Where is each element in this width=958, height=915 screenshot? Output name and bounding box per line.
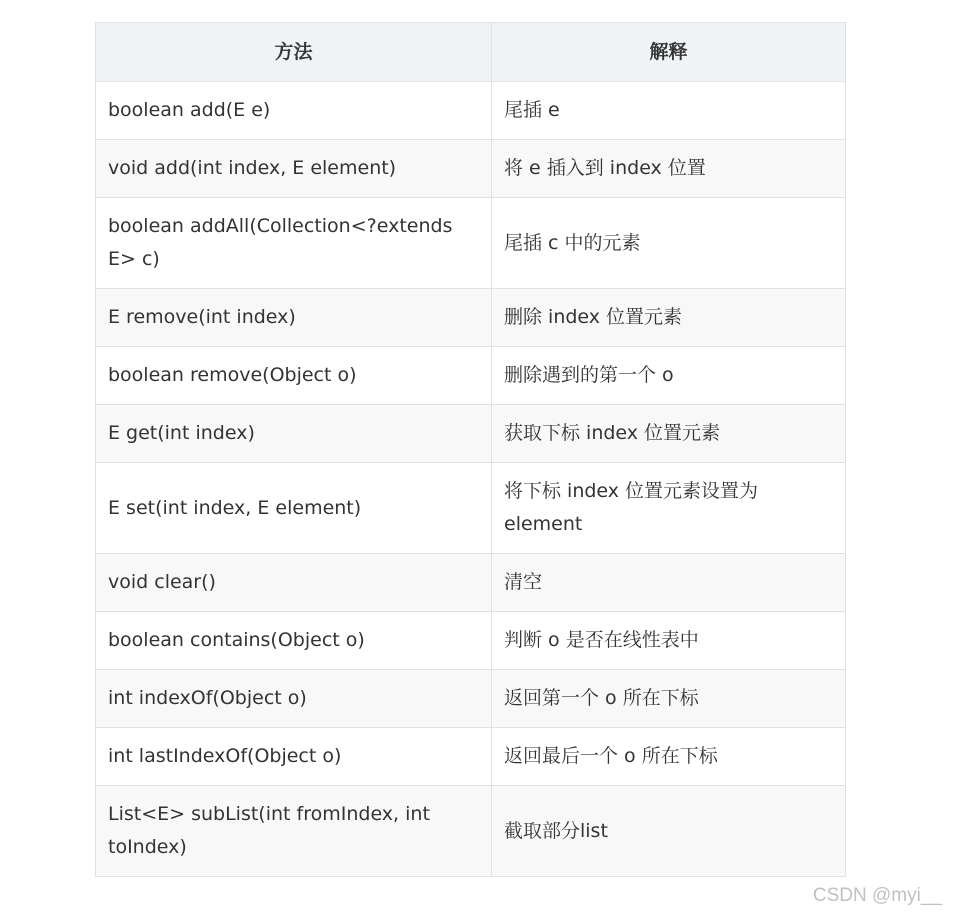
description-cell: 将下标 index 位置元素设置为 element (492, 463, 846, 554)
method-cell: E set(int index, E element) (96, 463, 492, 554)
description-cell: 返回第一个 o 所在下标 (492, 670, 846, 728)
description-cell: 尾插 c 中的元素 (492, 198, 846, 289)
description-cell: 将 e 插入到 index 位置 (492, 140, 846, 198)
table-row (96, 554, 846, 612)
table-row (96, 82, 846, 140)
method-cell: boolean addAll(Collection<?extends E> c) (96, 198, 492, 289)
table-row (96, 140, 846, 198)
table-row (96, 405, 846, 463)
method-cell: void add(int index, E element) (96, 140, 492, 198)
description-cell: 删除 index 位置元素 (492, 289, 846, 347)
table-row (96, 463, 846, 554)
method-cell: List<E> subList(int fromIndex, int toIndex) (96, 786, 492, 877)
description-cell: 清空 (492, 554, 846, 612)
header-description: 解释 (492, 23, 846, 82)
description-cell: 截取部分list (492, 786, 846, 877)
table-row (96, 289, 846, 347)
api-method-table (95, 22, 846, 877)
table-row (96, 347, 846, 405)
table-row (96, 612, 846, 670)
table-row (96, 198, 846, 289)
table-row (96, 670, 846, 728)
description-cell: 尾插 e (492, 82, 846, 140)
method-cell: int lastIndexOf(Object o) (96, 728, 492, 786)
description-cell: 判断 o 是否在线性表中 (492, 612, 846, 670)
method-cell: boolean add(E e) (96, 82, 492, 140)
header-method: 方法 (96, 23, 492, 82)
description-cell: 返回最后一个 o 所在下标 (492, 728, 846, 786)
description-cell: 删除遇到的第一个 o (492, 347, 846, 405)
method-cell: boolean remove(Object o) (96, 347, 492, 405)
table-row (96, 786, 846, 877)
csdn-watermark: CSDN @myi__ (812, 885, 942, 906)
method-cell: boolean contains(Object o) (96, 612, 492, 670)
method-cell: int indexOf(Object o) (96, 670, 492, 728)
method-cell: E remove(int index) (96, 289, 492, 347)
table-row (96, 728, 846, 786)
method-cell: E get(int index) (96, 405, 492, 463)
table-header-row (96, 23, 846, 82)
description-cell: 获取下标 index 位置元素 (492, 405, 846, 463)
method-cell: void clear() (96, 554, 492, 612)
